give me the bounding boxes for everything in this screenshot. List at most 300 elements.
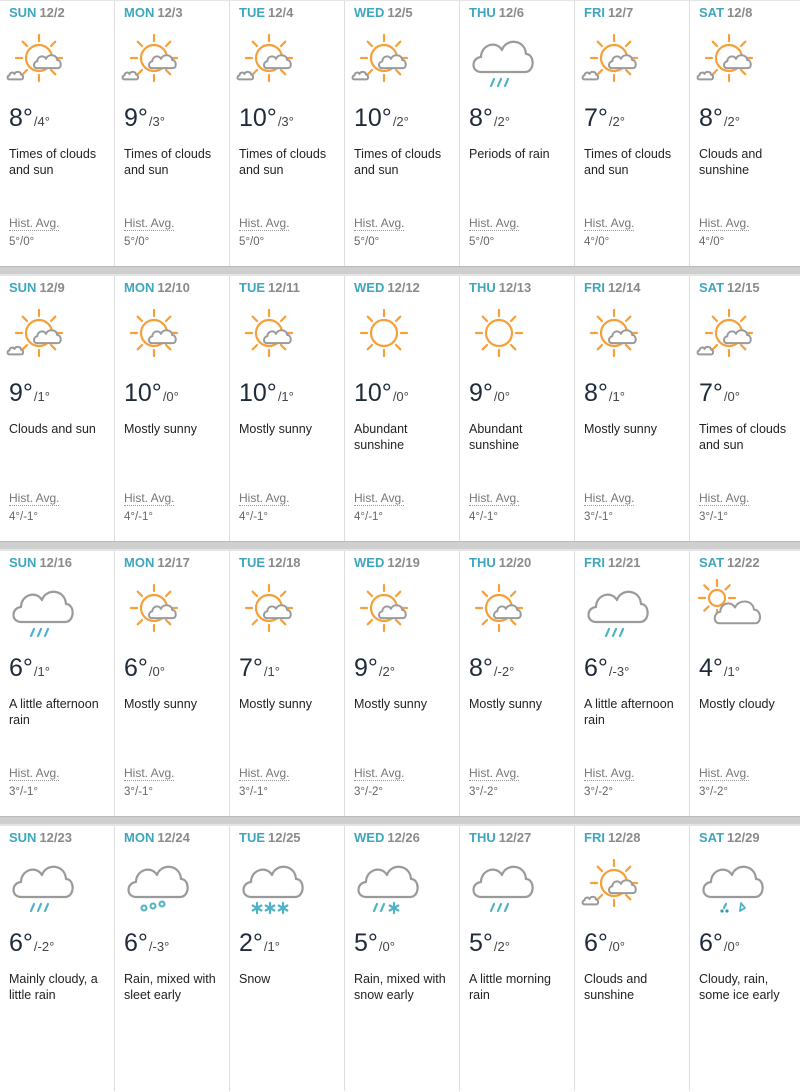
day-card[interactable] bbox=[690, 826, 800, 1091]
day-card[interactable] bbox=[230, 551, 345, 816]
date-number: 12/5 bbox=[387, 5, 413, 20]
day-date[interactable] bbox=[9, 280, 65, 295]
day-date[interactable] bbox=[239, 5, 293, 20]
day-of-week: WED bbox=[354, 555, 385, 570]
high-temp: 10° bbox=[354, 104, 392, 132]
low-temp: /3° bbox=[148, 114, 165, 129]
hist-avg-label[interactable]: Hist. Avg. bbox=[469, 216, 520, 230]
high-temp: 6° bbox=[124, 654, 148, 682]
day-date[interactable] bbox=[699, 280, 760, 295]
mostly-sunny-icon bbox=[118, 578, 190, 642]
date-number: 12/15 bbox=[727, 280, 760, 295]
day-card[interactable] bbox=[575, 1, 690, 266]
high-temp: 6° bbox=[124, 929, 148, 957]
temperatures bbox=[124, 929, 169, 958]
day-date[interactable] bbox=[9, 555, 72, 570]
date-number: 12/22 bbox=[727, 555, 760, 570]
high-temp: 5° bbox=[469, 929, 493, 957]
temperatures bbox=[699, 654, 740, 683]
day-date[interactable] bbox=[699, 5, 752, 20]
temperatures bbox=[469, 654, 514, 683]
day-card[interactable] bbox=[575, 551, 690, 816]
day-card[interactable] bbox=[0, 1, 115, 266]
high-temp: 8° bbox=[584, 379, 608, 407]
day-of-week: WED bbox=[354, 280, 385, 295]
forecast-description: A little afternoon rain bbox=[584, 697, 674, 727]
temperatures bbox=[239, 654, 280, 683]
rain-icon bbox=[463, 28, 535, 92]
forecast-description: Mostly cloudy bbox=[699, 697, 775, 711]
high-temp: 10° bbox=[239, 104, 277, 132]
temperatures bbox=[124, 104, 165, 133]
hist-avg-label[interactable]: Hist. Avg. bbox=[584, 766, 635, 780]
hist-avg-value: 4°/0° bbox=[699, 236, 725, 248]
high-temp: 9° bbox=[469, 379, 493, 407]
high-temp: 8° bbox=[9, 104, 33, 132]
sun-cloud-icon bbox=[578, 28, 650, 92]
high-temp: 6° bbox=[584, 654, 608, 682]
forecast-description: Times of clouds and sun bbox=[239, 147, 327, 177]
forecast-description: Times of clouds and sun bbox=[354, 147, 442, 177]
day-card[interactable] bbox=[690, 551, 800, 816]
date-number: 12/9 bbox=[39, 280, 65, 295]
forecast-description: A little afternoon rain bbox=[9, 697, 99, 727]
day-date[interactable] bbox=[469, 830, 531, 845]
sleet-icon bbox=[118, 853, 190, 917]
day-card[interactable] bbox=[460, 1, 575, 266]
day-card[interactable] bbox=[575, 826, 690, 1091]
hist-avg-value: 3°/-1° bbox=[239, 786, 269, 798]
forecast-description: Mostly sunny bbox=[469, 697, 542, 711]
forecast-description: Abundant sunshine bbox=[354, 422, 408, 452]
forecast-description: A little morning rain bbox=[469, 972, 551, 1002]
high-temp: 8° bbox=[699, 104, 723, 132]
sun-cloud-icon bbox=[233, 28, 305, 92]
hist-avg-value: 4°/-1° bbox=[469, 511, 499, 523]
temperatures bbox=[239, 104, 294, 133]
forecast-description: Mostly sunny bbox=[584, 422, 657, 436]
temperatures bbox=[584, 929, 625, 958]
forecast-description: Abundant sunshine bbox=[469, 422, 523, 452]
forecast-description: Mostly sunny bbox=[239, 422, 312, 436]
temperatures bbox=[239, 929, 280, 958]
hist-avg-label[interactable]: Hist. Avg. bbox=[124, 216, 175, 230]
high-temp: 9° bbox=[124, 104, 148, 132]
day-date[interactable] bbox=[699, 830, 760, 845]
low-temp: /3° bbox=[277, 114, 294, 129]
rain-icon bbox=[3, 578, 75, 642]
day-of-week: SAT bbox=[699, 830, 725, 845]
week-separator bbox=[0, 266, 800, 275]
day-date[interactable] bbox=[9, 5, 65, 20]
low-temp: /0° bbox=[392, 389, 409, 404]
temperatures bbox=[354, 104, 409, 133]
date-number: 12/6 bbox=[498, 5, 525, 20]
day-of-week: WED bbox=[354, 830, 385, 845]
hist-avg-value: 3°/-2° bbox=[699, 786, 729, 798]
low-temp: /2° bbox=[493, 939, 510, 954]
date-number: 12/27 bbox=[498, 830, 532, 845]
date-number: 12/21 bbox=[607, 555, 641, 570]
rain-snow-icon bbox=[348, 853, 420, 917]
low-temp: /1° bbox=[33, 664, 50, 679]
day-card[interactable] bbox=[115, 551, 230, 816]
day-date[interactable] bbox=[469, 5, 524, 20]
snow-icon bbox=[233, 853, 305, 917]
day-of-week: SAT bbox=[699, 555, 725, 570]
hist-avg-label[interactable]: Hist. Avg. bbox=[239, 216, 290, 230]
mostly-cloudy-icon bbox=[693, 578, 765, 642]
low-temp: /0° bbox=[148, 664, 165, 679]
day-of-week: MON bbox=[124, 280, 155, 295]
hist-avg-label[interactable]: Hist. Avg. bbox=[469, 766, 520, 780]
high-temp: 2° bbox=[239, 929, 263, 957]
day-of-week: FRI bbox=[584, 555, 605, 570]
date-number: 12/8 bbox=[727, 5, 753, 20]
rain-icon bbox=[3, 853, 75, 917]
hist-avg-value: 3°/-1° bbox=[699, 511, 729, 523]
low-temp: /1° bbox=[723, 664, 740, 679]
temperatures bbox=[124, 654, 165, 683]
temperatures bbox=[9, 379, 50, 408]
high-temp: 4° bbox=[699, 654, 723, 682]
day-card[interactable] bbox=[460, 276, 575, 541]
date-number: 12/14 bbox=[607, 280, 641, 295]
hist-avg-value: 4°/-1° bbox=[239, 511, 269, 523]
hist-avg-label[interactable]: Hist. Avg. bbox=[354, 766, 405, 780]
low-temp: /2° bbox=[493, 114, 510, 129]
forecast-description: Times of clouds and sun bbox=[124, 147, 212, 177]
sun-icon bbox=[463, 303, 535, 367]
day-of-week: FRI bbox=[584, 280, 605, 295]
day-of-week: MON bbox=[124, 555, 155, 570]
day-card[interactable] bbox=[460, 826, 575, 1091]
day-date[interactable] bbox=[584, 555, 641, 570]
week-row bbox=[0, 550, 800, 816]
day-date[interactable] bbox=[584, 5, 633, 20]
hist-avg-label[interactable]: Hist. Avg. bbox=[9, 766, 60, 780]
hist-avg-value: 3°/-2° bbox=[584, 786, 614, 798]
mostly-sunny-icon bbox=[233, 303, 305, 367]
low-temp: /0° bbox=[723, 389, 740, 404]
high-temp: 8° bbox=[469, 654, 493, 682]
low-temp: /0° bbox=[608, 939, 625, 954]
day-of-week: SUN bbox=[9, 5, 37, 20]
day-card[interactable] bbox=[230, 276, 345, 541]
day-card[interactable] bbox=[230, 826, 345, 1091]
mostly-sunny-icon bbox=[578, 303, 650, 367]
day-date[interactable] bbox=[469, 280, 531, 295]
date-number: 12/7 bbox=[607, 5, 634, 20]
high-temp: 10° bbox=[354, 379, 392, 407]
hist-avg-value: 5°/0° bbox=[9, 236, 35, 248]
forecast-description: Times of clouds and sun bbox=[699, 422, 787, 452]
day-card[interactable] bbox=[575, 276, 690, 541]
date-number: 12/28 bbox=[607, 830, 641, 845]
hist-avg-label[interactable]: Hist. Avg. bbox=[469, 491, 520, 505]
low-temp: /2° bbox=[608, 114, 625, 129]
hist-avg-label[interactable]: Hist. Avg. bbox=[699, 766, 750, 780]
temperatures bbox=[584, 654, 629, 683]
low-temp: /1° bbox=[263, 664, 280, 679]
sun-icon bbox=[348, 303, 420, 367]
temperatures bbox=[584, 104, 625, 133]
low-temp: /2° bbox=[378, 664, 395, 679]
hist-avg-label[interactable]: Hist. Avg. bbox=[584, 491, 635, 505]
forecast-description: Clouds and sunshine bbox=[699, 147, 763, 177]
temperatures bbox=[354, 929, 395, 958]
day-of-week: THU bbox=[469, 5, 496, 20]
high-temp: 6° bbox=[584, 929, 608, 957]
low-temp: /-3° bbox=[148, 939, 170, 954]
rain-icon bbox=[463, 853, 535, 917]
day-date[interactable] bbox=[354, 830, 420, 845]
hist-avg-value: 3°/-1° bbox=[584, 511, 614, 523]
day-card[interactable] bbox=[0, 276, 115, 541]
day-of-week: SAT bbox=[699, 280, 725, 295]
day-card[interactable] bbox=[0, 826, 115, 1091]
day-of-week: MON bbox=[124, 830, 155, 845]
day-date[interactable] bbox=[354, 5, 413, 20]
forecast-description: Mostly sunny bbox=[124, 422, 197, 436]
hist-avg-label[interactable]: Hist. Avg. bbox=[9, 216, 60, 230]
day-of-week: TUE bbox=[239, 830, 265, 845]
low-temp: /-2° bbox=[493, 664, 515, 679]
day-card[interactable] bbox=[345, 1, 460, 266]
low-temp: /1° bbox=[263, 939, 280, 954]
high-temp: 5° bbox=[354, 929, 378, 957]
day-date[interactable] bbox=[9, 830, 72, 845]
day-of-week: SAT bbox=[699, 5, 725, 20]
high-temp: 7° bbox=[699, 379, 723, 407]
day-date[interactable] bbox=[239, 555, 301, 570]
week-row bbox=[0, 0, 800, 266]
hist-avg-value: 5°/0° bbox=[469, 236, 495, 248]
low-temp: /1° bbox=[277, 389, 294, 404]
day-date[interactable] bbox=[699, 555, 760, 570]
date-number: 12/11 bbox=[268, 280, 300, 295]
hist-avg-value: 5°/0° bbox=[124, 236, 150, 248]
forecast-description: Mainly cloudy, a little rain bbox=[9, 972, 98, 1002]
forecast-description: Periods of rain bbox=[469, 147, 550, 161]
hist-avg-value: 4°/-1° bbox=[354, 511, 384, 523]
low-temp: /2° bbox=[392, 114, 409, 129]
temperatures bbox=[469, 379, 510, 408]
day-date[interactable] bbox=[239, 830, 301, 845]
date-number: 12/12 bbox=[387, 280, 420, 295]
day-of-week: TUE bbox=[239, 280, 265, 295]
day-date[interactable] bbox=[584, 280, 641, 295]
week-row bbox=[0, 275, 800, 541]
sun-cloud-icon bbox=[693, 303, 765, 367]
day-of-week: SUN bbox=[9, 280, 37, 295]
day-card[interactable] bbox=[345, 276, 460, 541]
forecast-description: Times of clouds and sun bbox=[584, 147, 672, 177]
date-number: 12/10 bbox=[157, 280, 190, 295]
hist-avg-value: 5°/0° bbox=[354, 236, 380, 248]
day-of-week: MON bbox=[124, 5, 155, 20]
date-number: 12/19 bbox=[387, 555, 420, 570]
sun-cloud-icon bbox=[578, 853, 650, 917]
week-separator bbox=[0, 816, 800, 825]
low-temp: /4° bbox=[33, 114, 50, 129]
hist-avg-label[interactable]: Hist. Avg. bbox=[354, 216, 405, 230]
hist-avg-value: 4°/-1° bbox=[124, 511, 154, 523]
high-temp: 8° bbox=[469, 104, 493, 132]
date-number: 12/16 bbox=[39, 555, 72, 570]
hist-avg-label[interactable]: Hist. Avg. bbox=[9, 491, 60, 505]
sun-cloud-icon bbox=[348, 28, 420, 92]
date-number: 12/18 bbox=[268, 555, 301, 570]
hist-avg-value: 5°/0° bbox=[239, 236, 265, 248]
day-of-week: THU bbox=[469, 555, 496, 570]
date-number: 12/29 bbox=[727, 830, 760, 845]
high-temp: 6° bbox=[9, 929, 33, 957]
forecast-description: Clouds and sunshine bbox=[584, 972, 648, 1002]
low-temp: /0° bbox=[378, 939, 395, 954]
date-number: 12/25 bbox=[268, 830, 301, 845]
sun-cloud-icon bbox=[3, 28, 75, 92]
day-card[interactable] bbox=[690, 1, 800, 266]
hist-avg-value: 4°/0° bbox=[584, 236, 610, 248]
week-separator bbox=[0, 541, 800, 550]
sun-cloud-icon bbox=[3, 303, 75, 367]
rain-icon bbox=[578, 578, 650, 642]
hist-avg-value: 4°/-1° bbox=[9, 511, 39, 523]
day-of-week: THU bbox=[469, 280, 496, 295]
forecast-description: Clouds and sun bbox=[9, 422, 96, 436]
hist-avg-label[interactable]: Hist. Avg. bbox=[699, 491, 750, 505]
date-number: 12/2 bbox=[39, 5, 65, 20]
forecast-description: Mostly sunny bbox=[354, 697, 427, 711]
day-date[interactable] bbox=[124, 5, 183, 20]
hist-avg-label[interactable]: Hist. Avg. bbox=[584, 216, 635, 230]
day-date[interactable] bbox=[469, 555, 531, 570]
hist-avg-label[interactable]: Hist. Avg. bbox=[699, 216, 750, 230]
day-date[interactable] bbox=[584, 830, 641, 845]
high-temp: 10° bbox=[124, 379, 162, 407]
day-card[interactable] bbox=[460, 551, 575, 816]
high-temp: 10° bbox=[239, 379, 277, 407]
date-number: 12/13 bbox=[498, 280, 532, 295]
date-number: 12/26 bbox=[387, 830, 420, 845]
date-number: 12/3 bbox=[157, 5, 183, 20]
temperatures bbox=[699, 379, 740, 408]
hist-avg-value: 3°/-2° bbox=[469, 786, 499, 798]
temperatures bbox=[699, 104, 740, 133]
temperatures bbox=[699, 929, 740, 958]
day-date[interactable] bbox=[124, 830, 190, 845]
forecast-description: Cloudy, rain, some ice early bbox=[699, 972, 780, 1002]
day-of-week: THU bbox=[469, 830, 496, 845]
day-card[interactable] bbox=[345, 826, 460, 1091]
day-date[interactable] bbox=[124, 555, 190, 570]
temperatures bbox=[469, 104, 510, 133]
day-of-week: SUN bbox=[9, 830, 37, 845]
temperatures bbox=[9, 104, 50, 133]
low-temp: /-3° bbox=[608, 664, 630, 679]
mostly-sunny-icon bbox=[463, 578, 535, 642]
low-temp: /0° bbox=[162, 389, 179, 404]
temperatures bbox=[124, 379, 179, 408]
day-of-week: FRI bbox=[584, 830, 605, 845]
day-of-week: WED bbox=[354, 5, 385, 20]
day-date[interactable] bbox=[354, 555, 420, 570]
date-number: 12/20 bbox=[498, 555, 532, 570]
temperatures bbox=[239, 379, 294, 408]
low-temp: /-2° bbox=[33, 939, 55, 954]
low-temp: /0° bbox=[493, 389, 510, 404]
day-card[interactable] bbox=[115, 826, 230, 1091]
date-number: 12/17 bbox=[157, 555, 190, 570]
day-card[interactable] bbox=[690, 276, 800, 541]
temperatures bbox=[354, 654, 395, 683]
hist-avg-value: 3°/-2° bbox=[354, 786, 384, 798]
day-card[interactable] bbox=[230, 1, 345, 266]
date-number: 12/23 bbox=[39, 830, 72, 845]
day-card[interactable] bbox=[345, 551, 460, 816]
mostly-sunny-icon bbox=[118, 303, 190, 367]
low-temp: /2° bbox=[723, 114, 740, 129]
day-card[interactable] bbox=[0, 551, 115, 816]
high-temp: 9° bbox=[354, 654, 378, 682]
hist-avg-label[interactable]: Hist. Avg. bbox=[239, 766, 290, 780]
temperatures bbox=[9, 929, 54, 958]
forecast-description: Times of clouds and sun bbox=[9, 147, 97, 177]
forecast-description: Snow bbox=[239, 972, 271, 986]
hist-avg-value: 3°/-1° bbox=[9, 786, 39, 798]
day-of-week: TUE bbox=[239, 5, 265, 20]
sun-cloud-icon bbox=[118, 28, 190, 92]
rain-ice-icon bbox=[693, 853, 765, 917]
low-temp: /1° bbox=[33, 389, 50, 404]
forecast-description: Mostly sunny bbox=[124, 697, 197, 711]
forecast-description: Mostly sunny bbox=[239, 697, 312, 711]
temperatures bbox=[9, 654, 50, 683]
day-date[interactable] bbox=[354, 280, 420, 295]
hist-avg-label[interactable]: Hist. Avg. bbox=[239, 491, 290, 505]
hist-avg-label[interactable]: Hist. Avg. bbox=[124, 491, 175, 505]
sun-cloud-icon bbox=[693, 28, 765, 92]
temperatures bbox=[469, 929, 510, 958]
temperatures bbox=[584, 379, 625, 408]
forecast-description: Rain, mixed with sleet early bbox=[124, 972, 216, 1002]
day-date[interactable] bbox=[124, 280, 190, 295]
temperatures bbox=[354, 379, 409, 408]
high-temp: 6° bbox=[699, 929, 723, 957]
day-card[interactable] bbox=[115, 1, 230, 266]
low-temp: /0° bbox=[723, 939, 740, 954]
mostly-sunny-icon bbox=[233, 578, 305, 642]
day-date[interactable] bbox=[239, 280, 300, 295]
day-of-week: TUE bbox=[239, 555, 265, 570]
hist-avg-label[interactable]: Hist. Avg. bbox=[124, 766, 175, 780]
hist-avg-label[interactable]: Hist. Avg. bbox=[354, 491, 405, 505]
day-of-week: SUN bbox=[9, 555, 37, 570]
week-row bbox=[0, 825, 800, 1091]
mostly-sunny-icon bbox=[348, 578, 420, 642]
day-card[interactable] bbox=[115, 276, 230, 541]
high-temp: 7° bbox=[239, 654, 263, 682]
date-number: 12/24 bbox=[157, 830, 190, 845]
hist-avg-value: 3°/-1° bbox=[124, 786, 154, 798]
day-of-week: FRI bbox=[584, 5, 605, 20]
high-temp: 9° bbox=[9, 379, 33, 407]
date-number: 12/4 bbox=[268, 5, 294, 20]
high-temp: 6° bbox=[9, 654, 33, 682]
high-temp: 7° bbox=[584, 104, 608, 132]
low-temp: /1° bbox=[608, 389, 625, 404]
